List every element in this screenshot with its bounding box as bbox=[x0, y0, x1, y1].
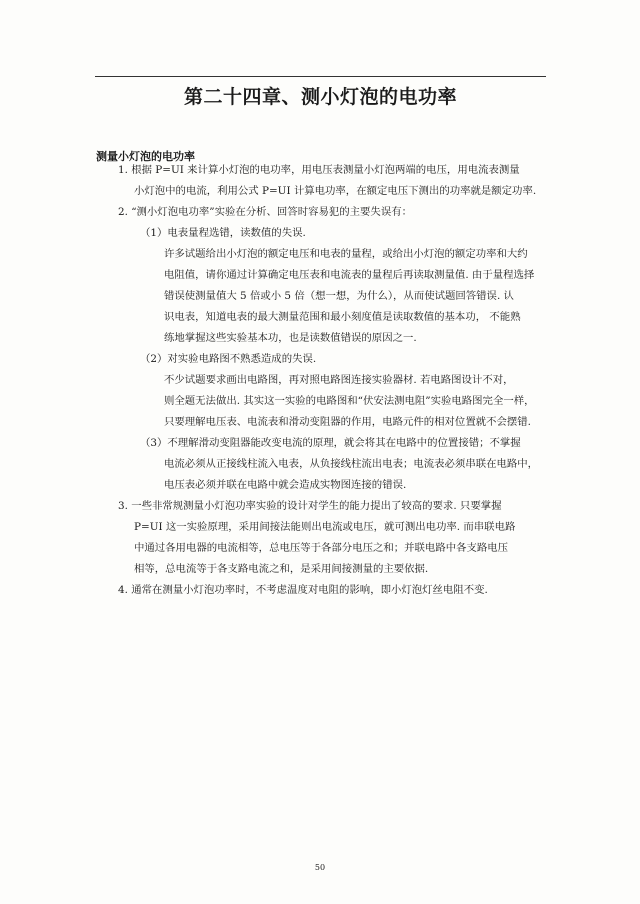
sub-item-2-line-4: 只要理解电压表、电流表和滑动变阻器的作用，电路元件的相对位置就不会摆错. bbox=[164, 416, 531, 428]
item-4-line-1: 4. 通常在测量小灯泡功率时，不考虑温度对电阻的影响，即小灯泡灯丝电阻不变. bbox=[118, 584, 488, 596]
sub-item-1-line-5: 识电表，知道电表的最大测量范围和最小刻度值是读取数值的基本功， 不能熟 bbox=[164, 311, 521, 323]
page-number: 50 bbox=[314, 863, 326, 872]
item-1-line-2: 小灯泡中的电流，利用公式 P=UI 计算电功率，在额定电压下测出的功率就是额定功率. bbox=[134, 185, 537, 197]
sub-item-3-line-3: 电压表必须并联在电路中就会造成实物图连接的错误. bbox=[164, 479, 407, 491]
sub-item-1-line-3: 电阻值，请你通过计算确定电压表和电流表的量程后再读取测量值. 由于量程选择 bbox=[164, 269, 535, 281]
item-3-line-4: 相等，总电流等于各支路电流之和，是采用间接测量的主要依据. bbox=[134, 563, 429, 575]
header-rule bbox=[95, 76, 546, 77]
item-3-line-1: 3. 一些非常规测量小灯泡功率实验的设计对学生的能力提出了较高的要求. 只要掌握 bbox=[118, 500, 502, 512]
sub-item-1-line-6: 练地掌握这些实验基本功，也是读数值错误的原因之一. bbox=[164, 332, 417, 344]
sub-item-2-line-2: 不少试题要求画出电路图，再对照电路图连接实验器材. 若电路图设计不对， bbox=[164, 374, 514, 386]
item-2-line-1: 2. “测小灯泡电功率”实验在分析、回答时容易犯的主要失误有： bbox=[118, 206, 412, 218]
item-3-line-3: 中通过各用电器的电流相等，总电压等于各部分电压之和；并联电路中各支路电压 bbox=[134, 542, 509, 554]
sub-item-1-line-4: 错误使测量值大 5 倍或小 5 倍（想一想，为什么），从而使试题回答错误. 认 bbox=[164, 290, 514, 302]
sub-item-3-line-2: 电流必须从正接线柱流入电表，从负接线柱流出电表；电流表必须串联在电路中， bbox=[164, 458, 539, 470]
sub-item-2-line-3: 则全题无法做出. 其实这一实验的电路图和“伏安法测电阻”实验电路图完全一样， bbox=[164, 395, 535, 407]
item-3-line-2: P=UI 这一实验原理，采用间接法能则出电流或电压，就可测出电功率. 而串联电路 bbox=[134, 521, 516, 533]
chapter-title: 第二十四章、测小灯泡的电功率 bbox=[183, 86, 457, 108]
section-title: 测量小灯泡的电功率 bbox=[96, 150, 195, 163]
sub-item-1-line-2: 许多试题给出小灯泡的额定电压和电表的量程，或给出小灯泡的额定功率和大约 bbox=[164, 248, 528, 260]
sub-item-3-line-1: （3）不理解滑动变阻器能改变电流的原理，就会将其在电路中的位置接错；不掌握 bbox=[140, 437, 521, 449]
sub-item-1-line-1: （1）电表量程选错，读数值的失误. bbox=[140, 227, 306, 239]
item-1-line-1: 1. 根据 P=UI 来计算小灯泡的电功率，用电压表测量小灯泡两端的电压，用电流表测量 bbox=[118, 164, 520, 176]
sub-item-2-line-1: （2）对实验电路图不熟悉造成的失误. bbox=[140, 353, 317, 365]
